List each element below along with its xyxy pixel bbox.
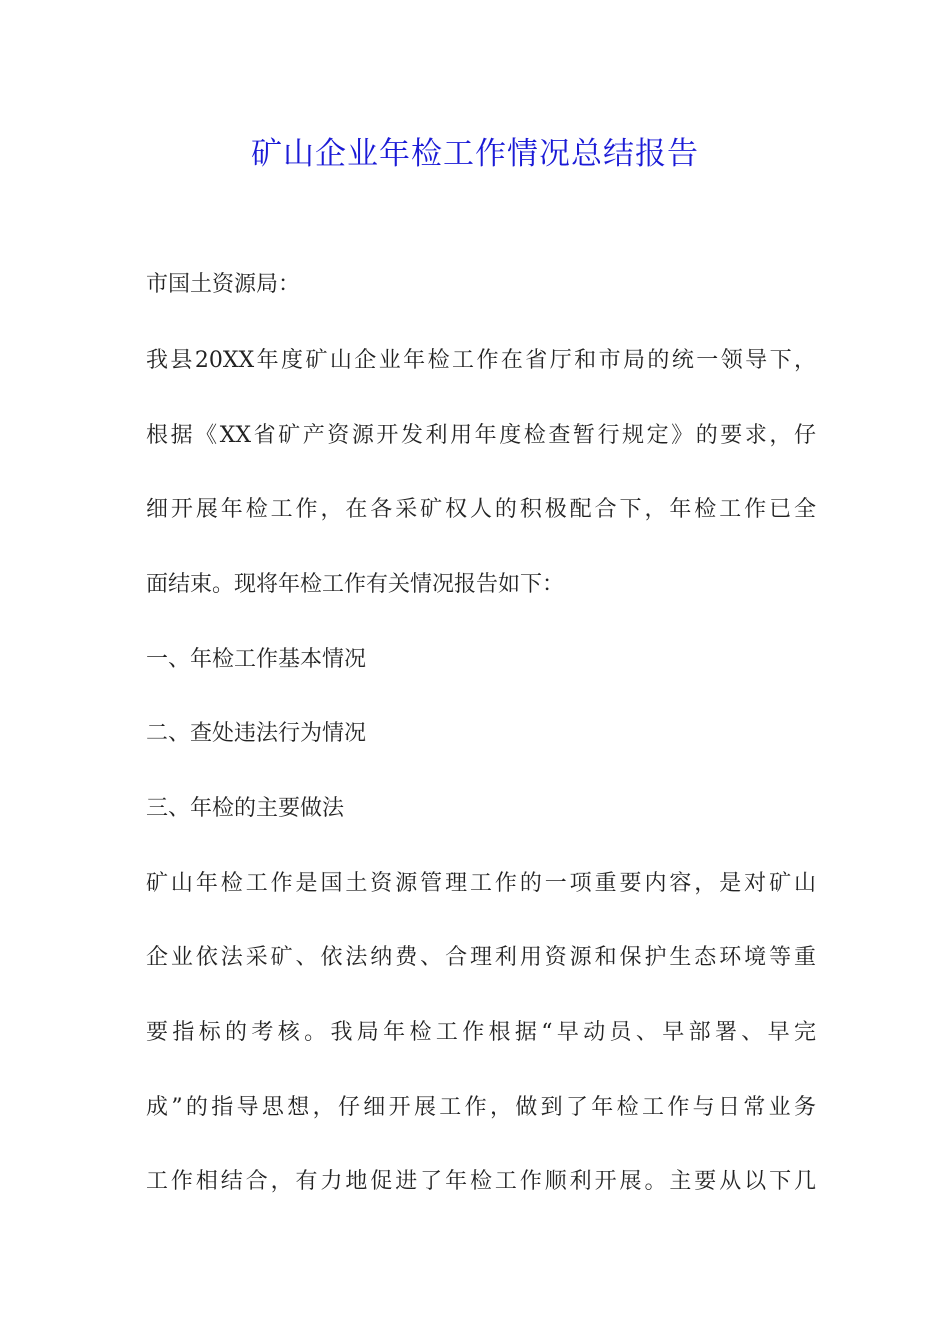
body-line: 我县20XX年度矿山企业年检工作在省厅和市局的统一领导下，	[146, 348, 816, 373]
body-line: 细开展年检工作，在各采矿权人的积极配合下，年检工作已全	[146, 497, 816, 522]
body-line: 企业依法采矿、依法纳费、合理利用资源和保护生态环境等重	[146, 945, 816, 970]
body-line: 要指标的考核。我局年检工作根据“早动员、早部署、早完	[146, 1020, 816, 1045]
document-title: 矿山企业年检工作情况总结报告	[251, 136, 699, 172]
body-line: 成”的指导思想，仔细开展工作，做到了年检工作与日常业务	[146, 1095, 816, 1120]
section-heading: 三、年检的主要做法	[146, 796, 345, 821]
body-line: 矿山年检工作是国土资源管理工作的一项重要内容，是对矿山	[146, 871, 816, 896]
body-line: 面结束。现将年检工作有关情况报告如下：	[146, 572, 565, 597]
section-heading: 二、查处违法行为情况	[146, 721, 367, 746]
salutation-line: 市国土资源局：	[146, 272, 301, 297]
body-line: 根据《XX省矿产资源开发利用年度检查暂行规定》的要求，仔	[146, 423, 816, 448]
section-heading: 一、年检工作基本情况	[146, 647, 367, 672]
body-line: 工作相结合，有力地促进了年检工作顺利开展。主要从以下几	[146, 1169, 816, 1194]
